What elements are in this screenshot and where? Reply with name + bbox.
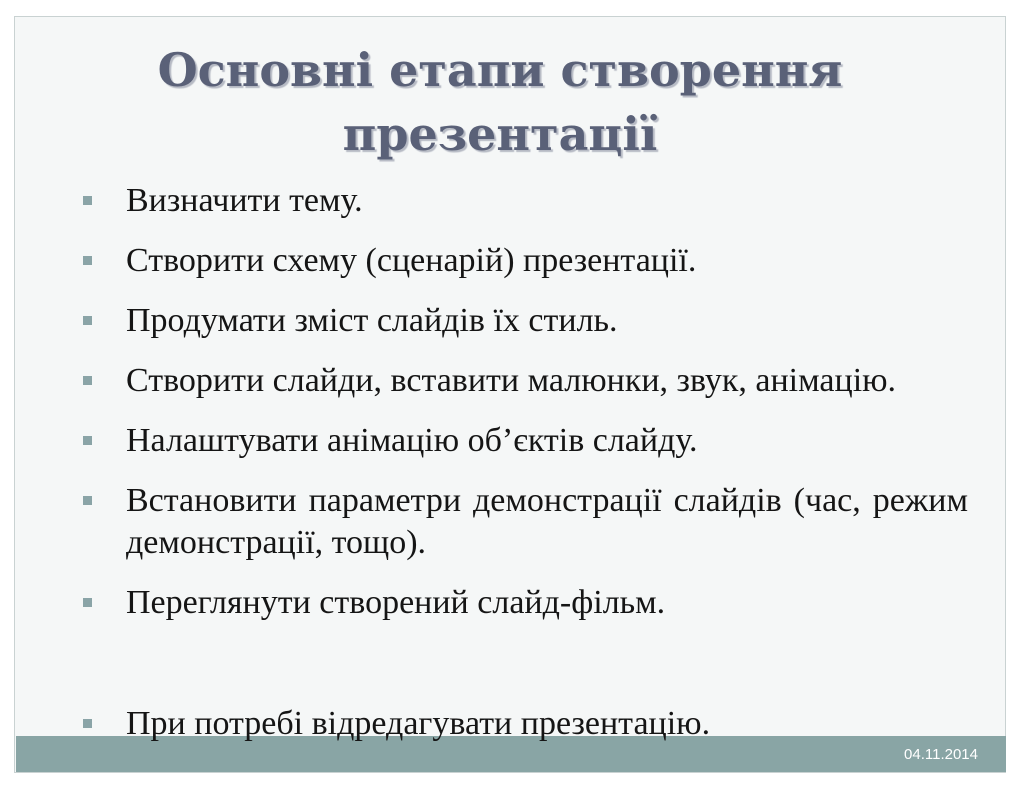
title-line-2: презентації <box>342 107 658 161</box>
bullet-text: Створити схему (сценарій) презентації. <box>126 242 697 279</box>
square-bullet-icon <box>83 598 92 607</box>
bullet-list <box>80 180 968 642</box>
square-bullet-icon <box>83 436 92 445</box>
square-bullet-icon <box>83 496 92 505</box>
bullet-text: Створити слайди, вставити малюнки, звук, анімацію. <box>126 362 897 399</box>
square-bullet-icon <box>83 719 92 728</box>
square-bullet-icon <box>83 256 92 265</box>
bullet-text: Налаштувати анімацію об’єктів слайду. <box>126 422 698 459</box>
bullet-item <box>80 180 968 222</box>
bullet-text: При потребі відредагувати презентацію. <box>126 705 711 742</box>
slide-title <box>100 38 900 166</box>
bullet-list-last <box>80 703 968 763</box>
bullet-item <box>80 420 968 462</box>
bullet-item <box>80 480 968 564</box>
square-bullet-icon <box>83 316 92 325</box>
bullet-text: Встановити параметри демонстрації слайдів (час, режим демонстрації, тощо). <box>126 482 968 561</box>
bullet-item <box>80 582 968 624</box>
square-bullet-icon <box>83 196 92 205</box>
bullet-item <box>80 240 968 282</box>
bullet-text: Переглянути створений слайд-фільм. <box>126 584 666 621</box>
footer-date: 04.11.2014 <box>904 746 978 763</box>
title-line-1: Основні етапи створення <box>157 43 843 97</box>
bullet-item <box>80 360 968 402</box>
bullet-text: Визначити тему. <box>126 182 363 219</box>
square-bullet-icon <box>83 376 92 385</box>
bullet-text: Продумати зміст слайдів їх стиль. <box>126 302 618 339</box>
bullet-item <box>80 300 968 342</box>
bullet-item <box>80 703 968 745</box>
